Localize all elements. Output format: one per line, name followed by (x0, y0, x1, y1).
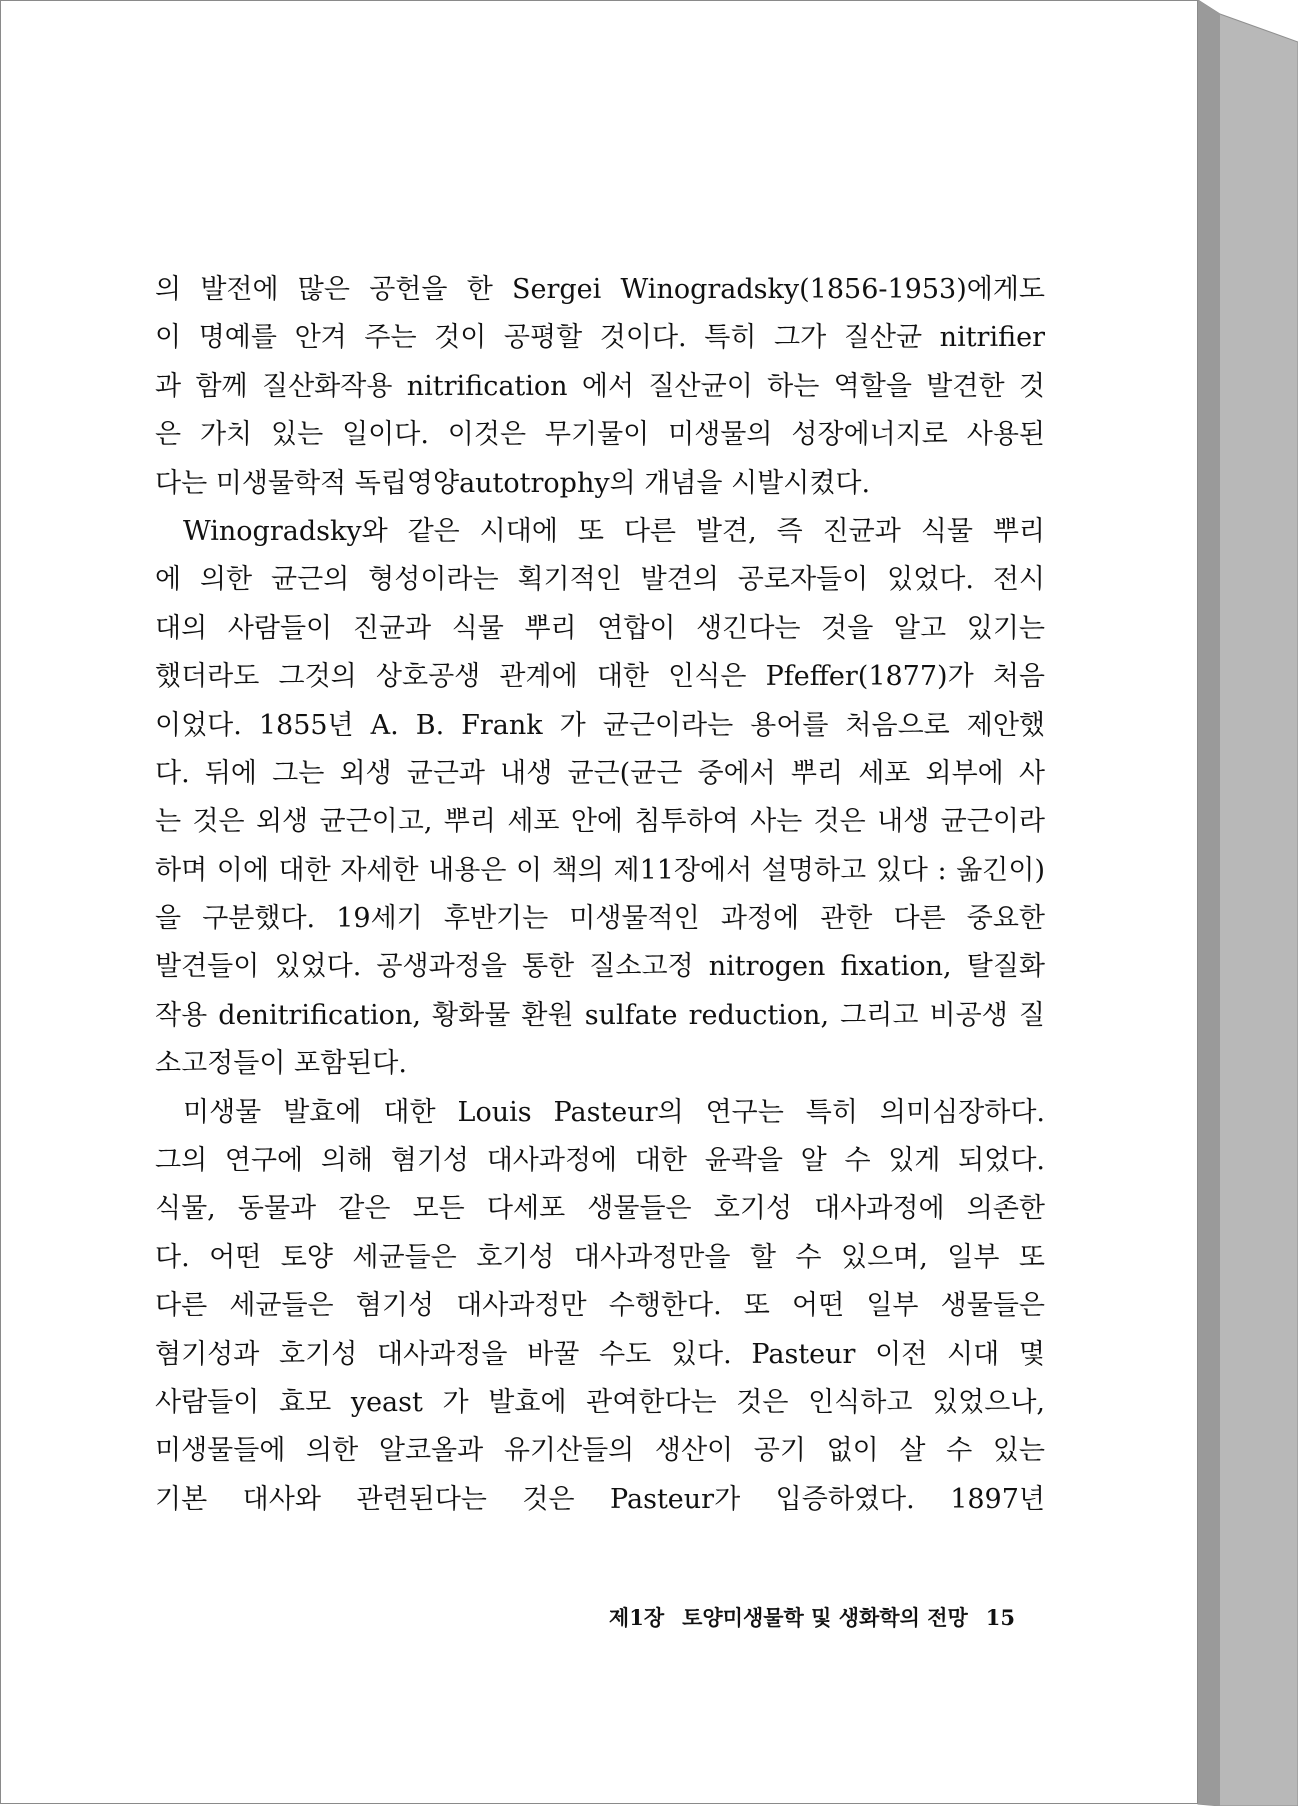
text-line: 는 것은 외생 균근이고, 뿌리 세포 안에 침투하여 사는 것은 내생 균근이라 (155, 806, 1045, 838)
text-line: 사람들이 효모 yeast 가 발효에 관여한다는 것은 인식하고 있었으나, (155, 1386, 1045, 1418)
text-line: 의 발전에 많은 공헌을 한 Sergei Winogradsky(1856-1953)에게도 (155, 274, 1045, 305)
text-line: 식물, 동물과 같은 모든 다세포 생물들은 호기성 대사과정에 의존한 (155, 1193, 1045, 1225)
chapter-title: 토양미생물학 및 생화학의 전망 (682, 1605, 968, 1630)
text-line: 했더라도 그것의 상호공생 관계에 대한 인식은 Pfeffer(1877)가 처음 (155, 661, 1045, 693)
text-line: 다. 어떤 토양 세균들은 호기성 대사과정만을 할 수 있으며, 일부 또 (155, 1241, 1045, 1273)
text-line: 다른 세균들은 혐기성 대사과정만 수행한다. 또 어떤 일부 생물들은 (155, 1290, 1045, 1322)
text-line: 다는 미생물학적 독립영양autotrophy의 개념을 시발시켰다. (155, 467, 871, 499)
text-line: 하며 이에 대한 자세한 내용은 이 책의 제11장에서 설명하고 있다 : 옮긴이) (155, 854, 1045, 886)
text-line: 대의 사람들이 진균과 식물 뿌리 연합이 생긴다는 것을 알고 있기는 (155, 612, 1045, 644)
text-line: 에 의한 균근의 형성이라는 획기적인 발견의 공로자들이 있었다. 전시 (155, 564, 1045, 596)
paragraph-start-line: Winogradsky와 같은 시대에 또 다른 발견, 즉 진균과 식물 뿌리 (183, 515, 1045, 547)
chapter-label: 제1장 (608, 1605, 665, 1630)
paragraph-start-line: 미생물 발효에 대한 Louis Pasteur의 연구는 특히 의미심장하다. (183, 1096, 1045, 1128)
text-line: 이 명예를 안겨 주는 것이 공평할 것이다. 특히 그가 질산균 nitrifier (155, 322, 1045, 354)
text-line: 작용 denitrification, 황화물 환원 sulfate reduction, 그리고 비공생 질 (155, 999, 1045, 1031)
page-number: 15 (985, 1605, 1015, 1630)
text-line: 다. 뒤에 그는 외생 균근과 내생 균근(균근 중에서 뿌리 세포 외부에 사 (155, 757, 1045, 789)
text-line: 발견들이 있었다. 공생과정을 통한 질소고정 nitrogen fixation, 탈질화 (155, 951, 1045, 983)
text-line: 은 가치 있는 일이다. 이것은 무기물이 미생물의 성장에너지로 사용된 (155, 419, 1045, 451)
text-line: 미생물들에 의한 알코올과 유기산들의 생산이 공기 없이 살 수 있는 (155, 1435, 1045, 1467)
text-line: 이었다. 1855년 A. B. Frank 가 균근이라는 용어를 처음으로 제안했 (155, 709, 1045, 741)
text-line: 혐기성과 호기성 대사과정을 바꿀 수도 있다. Pasteur 이전 시대 몇 (155, 1338, 1045, 1370)
text-line: 을 구분했다. 19세기 후반기는 미생물적인 과정에 관한 다른 중요한 (155, 903, 1045, 935)
text-line: 소고정들이 포함된다. (155, 1048, 407, 1080)
body-text (155, 266, 1045, 1524)
text-line: 기본 대사와 관련된다는 것은 Pasteur가 입증하였다. 1897년 (155, 1483, 1045, 1515)
text-line: 과 함께 질산화작용 nitrification 에서 질산균이 하는 역할을 발견한 것 (155, 370, 1045, 402)
running-footer (525, 1598, 1015, 1638)
text-line: 그의 연구에 의해 혐기성 대사과정에 대한 윤곽을 알 수 있게 되었다. (155, 1145, 1045, 1177)
